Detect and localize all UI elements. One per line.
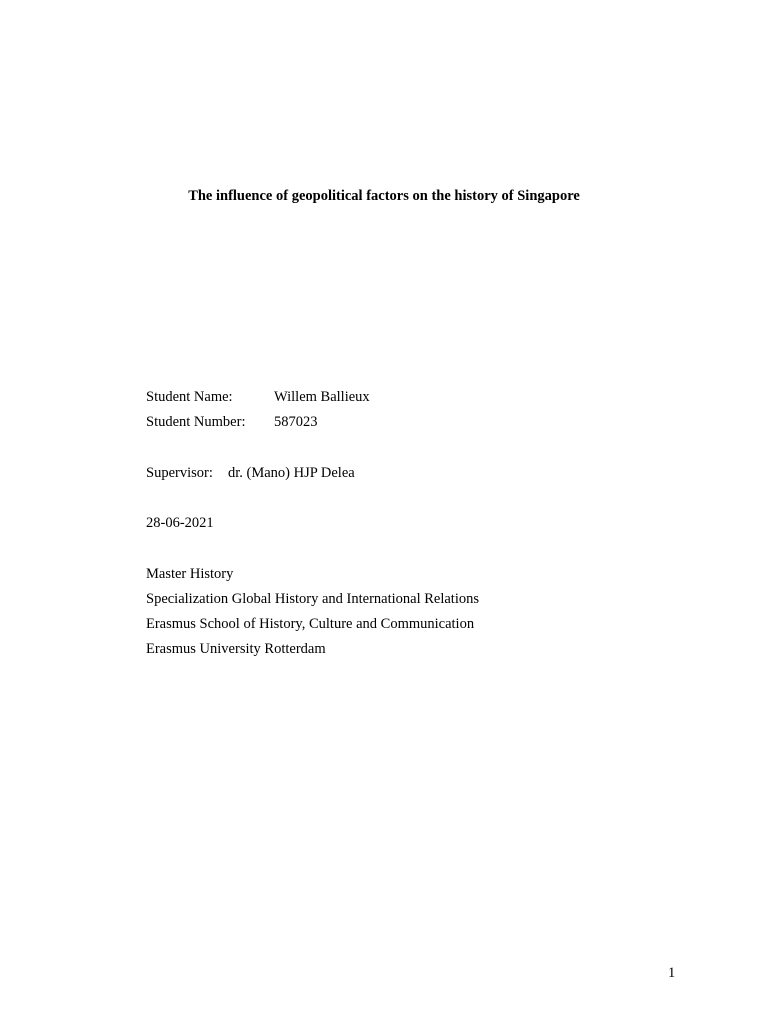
document-title [0,187,768,205]
supervisor-value: dr. (Mano) HJP Delea [228,465,355,481]
student-name-label: Student Name: [146,389,233,405]
student-name-row [146,388,370,406]
date-text: 28-06-2021 [146,515,214,531]
specialization-text: Specialization Global History and International Relations [146,591,480,607]
student-number-label: Student Number: [146,414,246,430]
document-title-text: The influence of geopolitical factors on the history of Singapore [188,188,580,204]
page-number: 1 [668,965,676,981]
student-name-value: Willem Ballieux [274,389,370,405]
university-text: Erasmus University Rotterdam [146,641,326,657]
student-number-value: 587023 [274,414,318,430]
supervisor-label: Supervisor: [146,465,213,481]
supervisor-row [146,464,355,482]
student-number-row [146,413,318,431]
school-text: Erasmus School of History, Culture and Communication [146,616,475,632]
program-text: Master History [146,566,234,582]
